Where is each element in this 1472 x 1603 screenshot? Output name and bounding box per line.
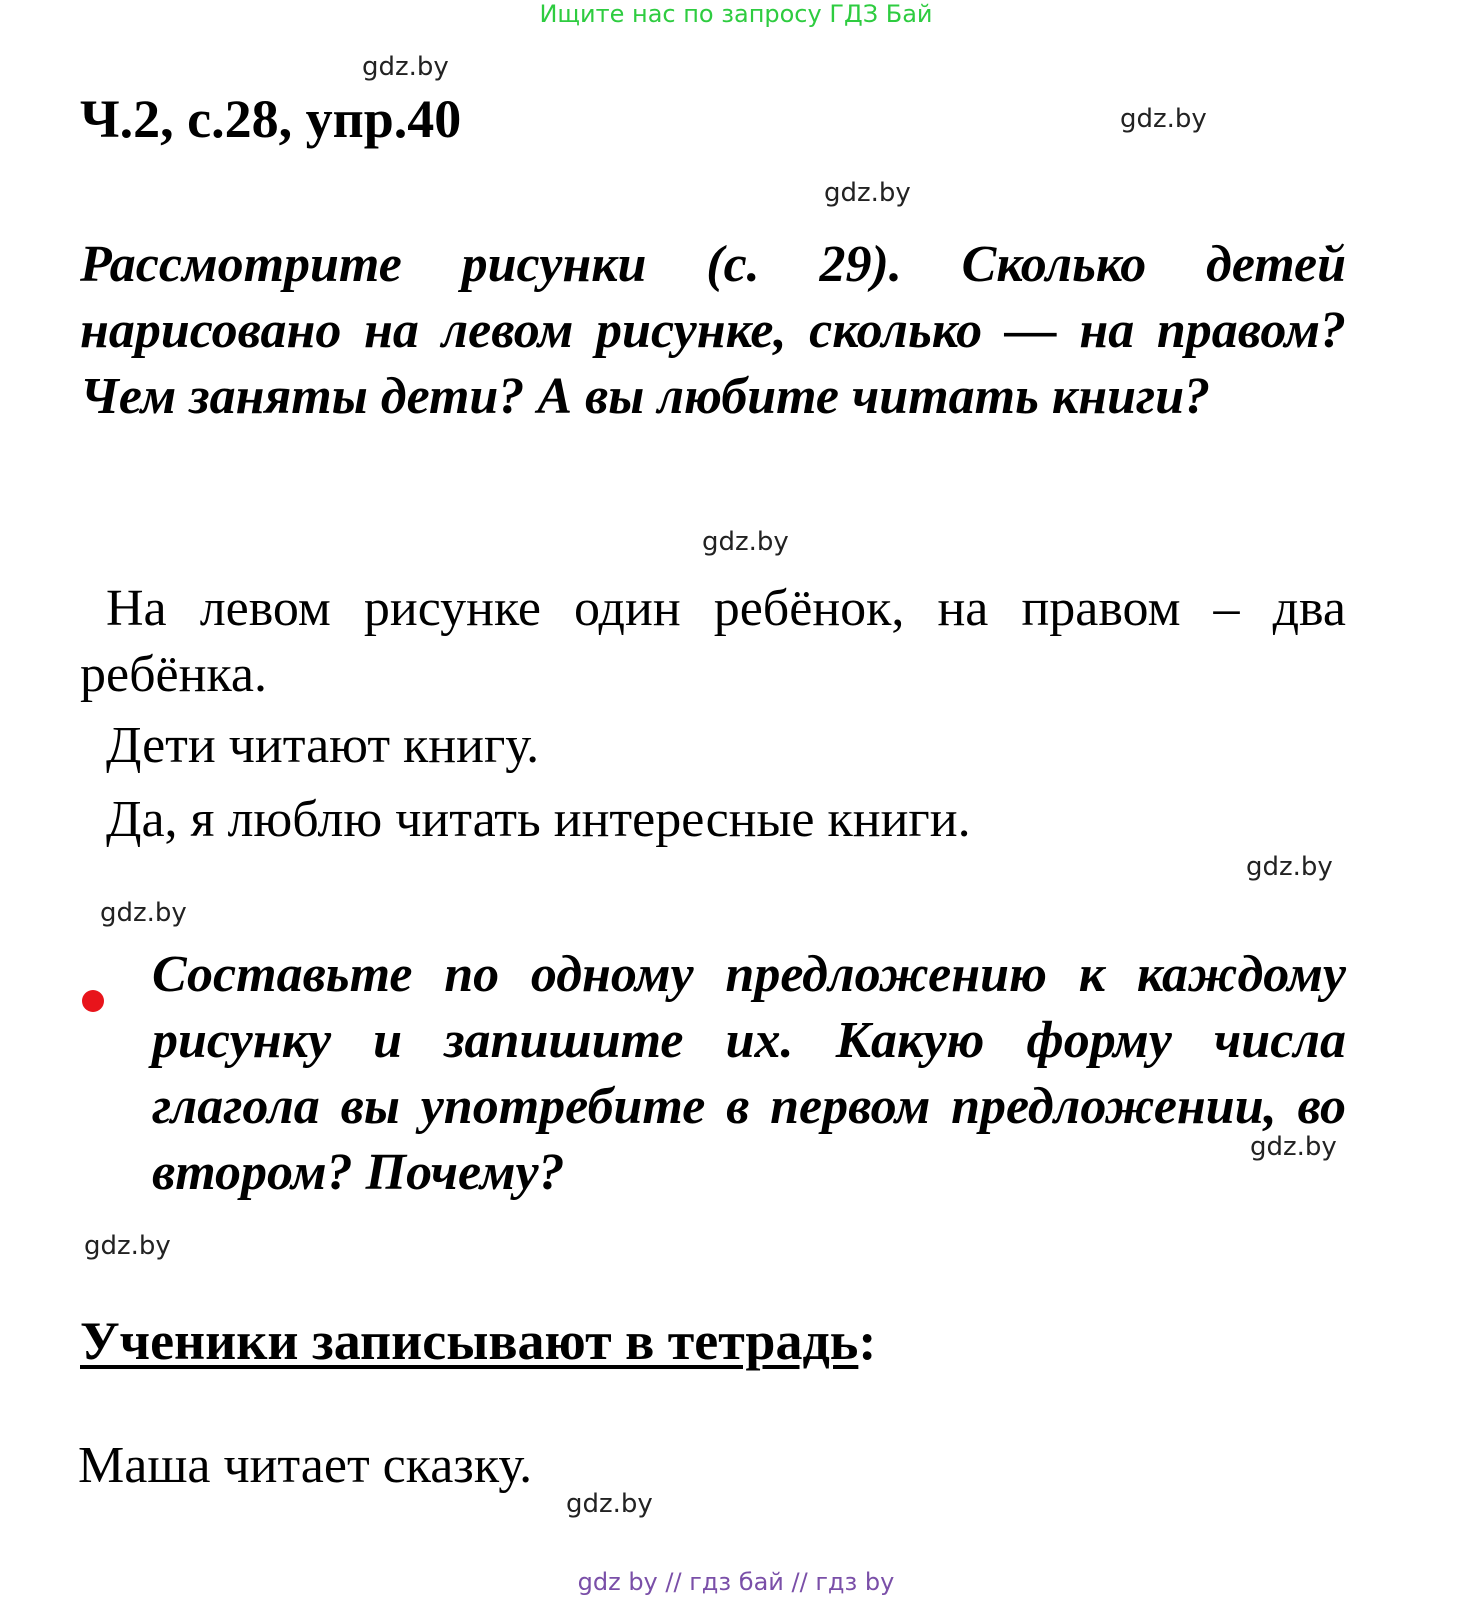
watermark: gdz.by: [566, 1489, 653, 1519]
watermark: gdz.by: [1250, 1132, 1337, 1162]
watermark: gdz.by: [84, 1231, 171, 1261]
watermark: gdz.by: [362, 52, 449, 82]
answer-paragraph-1: На левом рисунке один ребёнок, на правом – два ребёнка.: [80, 580, 1346, 703]
task-question-1: Рассмотрите рисунки (с. 29). Сколько детей нарисовано на левом рисунке, сколько — на правом? Чем заняты дети? А вы любите читать книги?: [80, 236, 1346, 425]
footer-links[interactable]: gdz by // гдз бай // гдз by: [577, 1568, 895, 1596]
notebook-heading-colon: :: [858, 1311, 877, 1371]
watermark: gdz.by: [100, 898, 187, 928]
answer-paragraph-3: Да, я люблю читать интересные книги.: [106, 791, 971, 848]
watermark: gdz.by: [824, 178, 911, 208]
answer-sentence: Маша читает сказку.: [78, 1437, 533, 1494]
notebook-heading-text: Ученики записывают в тетрадь: [80, 1311, 859, 1371]
watermark: gdz.by: [702, 527, 789, 557]
task-question-2: Составьте по одному предложению к каждому рисунку и запишите их. Какую форму числа глагола вы употребите в первом предложении, во втором? Почему?: [152, 946, 1346, 1201]
watermark: gdz.by: [1246, 852, 1333, 882]
top-banner[interactable]: Ищите нас по запросу ГДЗ Бай: [539, 0, 933, 28]
answer-paragraph-2: Дети читают книгу.: [106, 717, 540, 774]
watermark: gdz.by: [1120, 104, 1207, 134]
notebook-heading: [80, 1310, 876, 1372]
exercise-title: Ч.2, с.28, упр.40: [80, 89, 462, 149]
bullet-icon: [82, 990, 104, 1012]
